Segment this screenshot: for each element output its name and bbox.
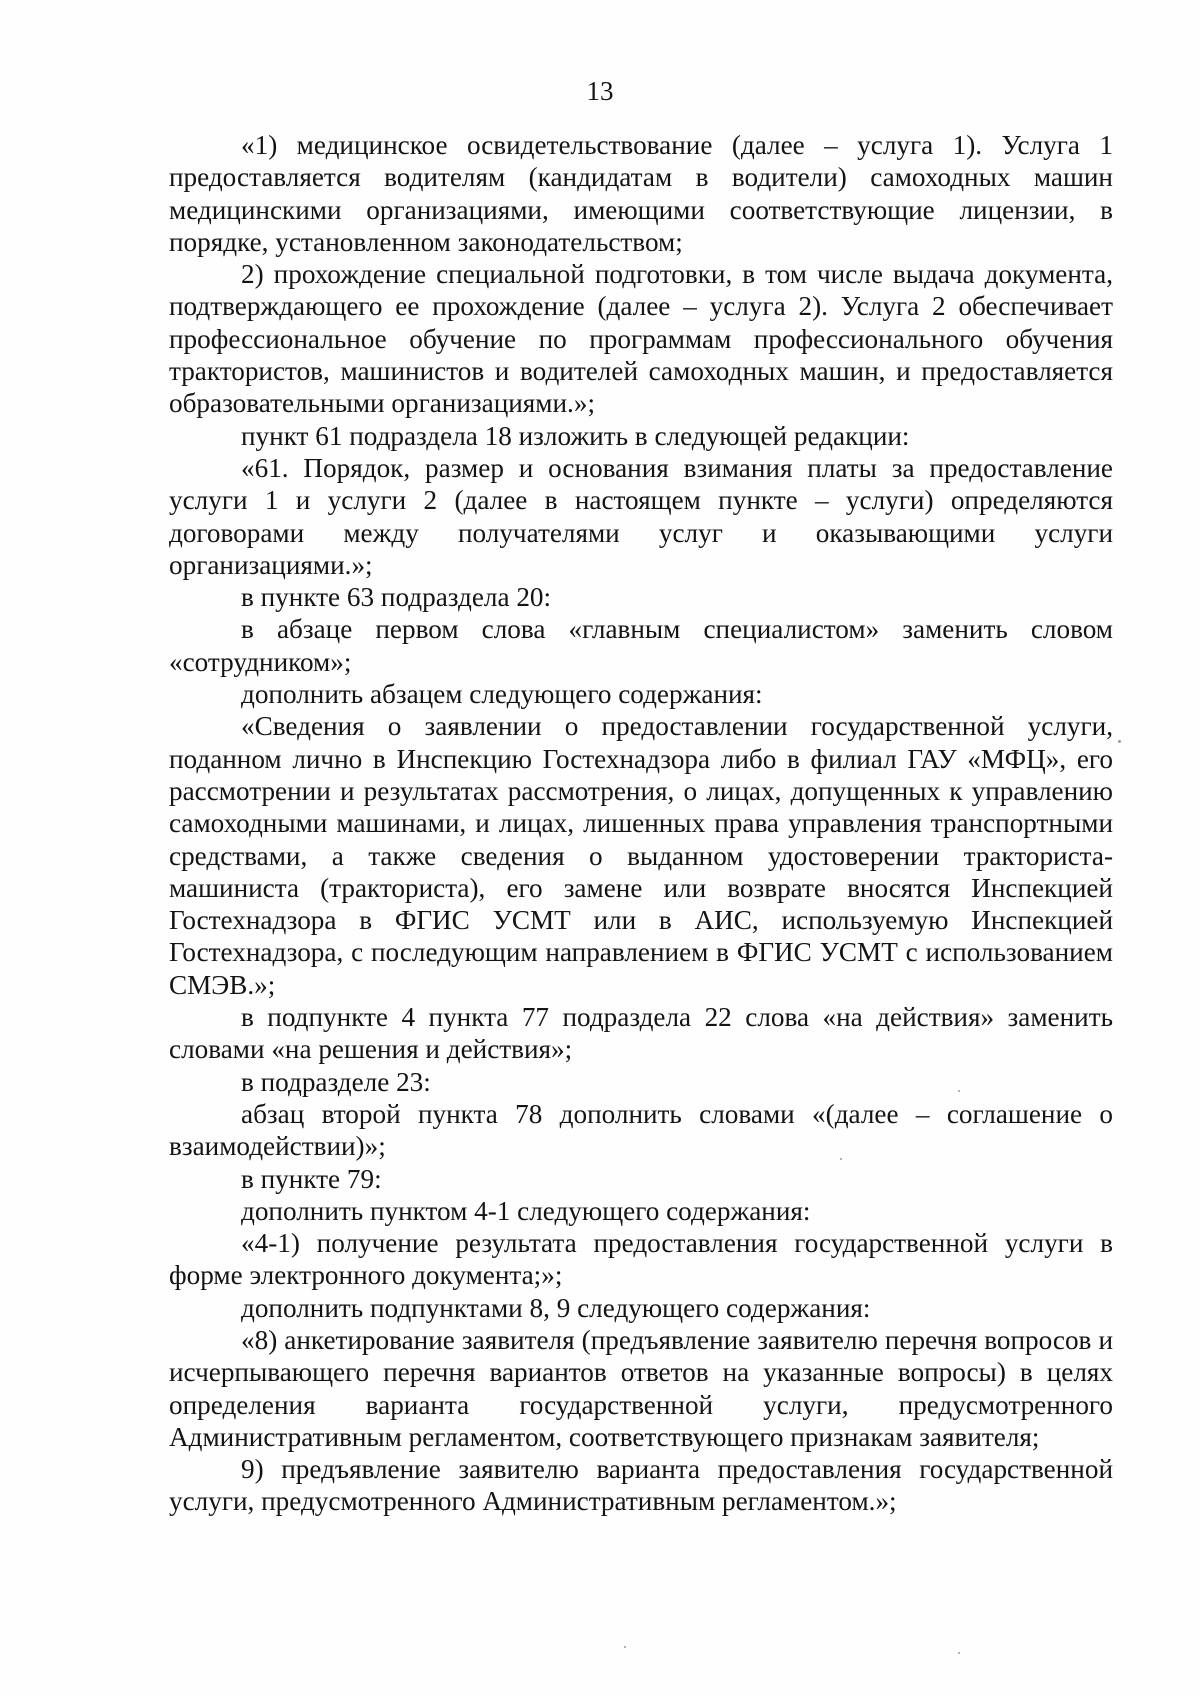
paragraph: пункт 61 подраздела 18 изложить в следующей редакции:: [241, 420, 910, 451]
paragraph: в пункте 63 подраздела 20:: [241, 582, 552, 613]
paragraph: «1) медицинское освидетельствование (далее – услуга 1). Услуга 1 предоставляется водителям (кандидатам в водители) самоходных машин медицинскими организациями, имеющими соответствующие лицензии, в порядке, установленном законодательством;: [169, 130, 1113, 257]
paragraph: абзац второй пункта 78 дополнить словами «(далее – соглашение о взаимодействии)»;: [169, 1098, 1113, 1162]
paragraph: в пункте 79:: [241, 1163, 382, 1194]
paragraph: дополнить пунктом 4-1 следующего содержания:: [241, 1195, 811, 1226]
paragraph: в абзаце первом слова «главным специалистом» заменить словом «сотрудником»;: [169, 614, 1113, 677]
paragraph: дополнить подпунктами 8, 9 следующего содержания:: [241, 1292, 871, 1323]
scan-speck: [624, 1646, 626, 1648]
scan-speck: [840, 1158, 842, 1160]
paragraph: «4-1) получение результата предоставления государственной услуги в форме электронного документа;»;: [169, 1228, 1113, 1291]
paragraph: в подпункте 4 пункта 77 подраздела 22 слова «на действия» заменить словами «на решения и действия»;: [169, 1002, 1113, 1065]
page-number: 13: [586, 76, 614, 106]
scan-speck: [1118, 740, 1121, 743]
document-body: [169, 129, 1113, 1518]
paragraph: «61. Порядок, размер и основания взимания платы за предоставление услуги 1 и услуги 2 (далее в настоящем пункте – услуги) определяются договорами между получателями услуг и оказывающими услуги организациями.»;: [169, 452, 1113, 580]
paragraph: «Сведения о заявлении о предоставлении государственной услуги, поданном лично в Инспекцию Гостехнадзора либо в филиал ГАУ «МФЦ», его рассмотрении и результатах рассмотрения, о лицах, допущенных к управлению самоходными машинами, и лицах, лишенных права управления транспортными средствами, а также сведения о выданном удостоверении тракториста-машиниста (тракториста), его замене или возврате вносятся Инспекцией Гостехнадзора в ФГИС УСМТ или в АИС, используемую Инспекцией Гостехнадзора, с последующим направлением в ФГИС УСМТ с использованием СМЭВ.»;: [169, 711, 1113, 1000]
paragraph: в подразделе 23:: [241, 1066, 431, 1097]
paragraph: 2) прохождение специальной подготовки, в том числе выдача документа, подтверждающего ее прохождение (далее – услуга 2). Услуга 2 обеспечивает профессиональное обучение по программам профессионального обучения трактористов, машинистов и водителей самоходных машин, и предоставляется образовательными организациями.»;: [169, 259, 1113, 419]
paragraph: «8) анкетирование заявителя (предъявление заявителю перечня вопросов и исчерпывающего перечня вариантов ответов на указанные вопросы) в целях определения варианта государственной услуги, предусмотренного Административным регламентом, соответствующего признакам заявителя;: [169, 1324, 1113, 1452]
scan-speck: [958, 1652, 960, 1654]
scan-speck: [958, 1090, 960, 1092]
paragraph: дополнить абзацем следующего содержания:: [241, 679, 763, 710]
paragraph: 9) предъявление заявителю варианта предоставления государственной услуги, предусмотренного Административным регламентом.»;: [169, 1454, 1113, 1517]
